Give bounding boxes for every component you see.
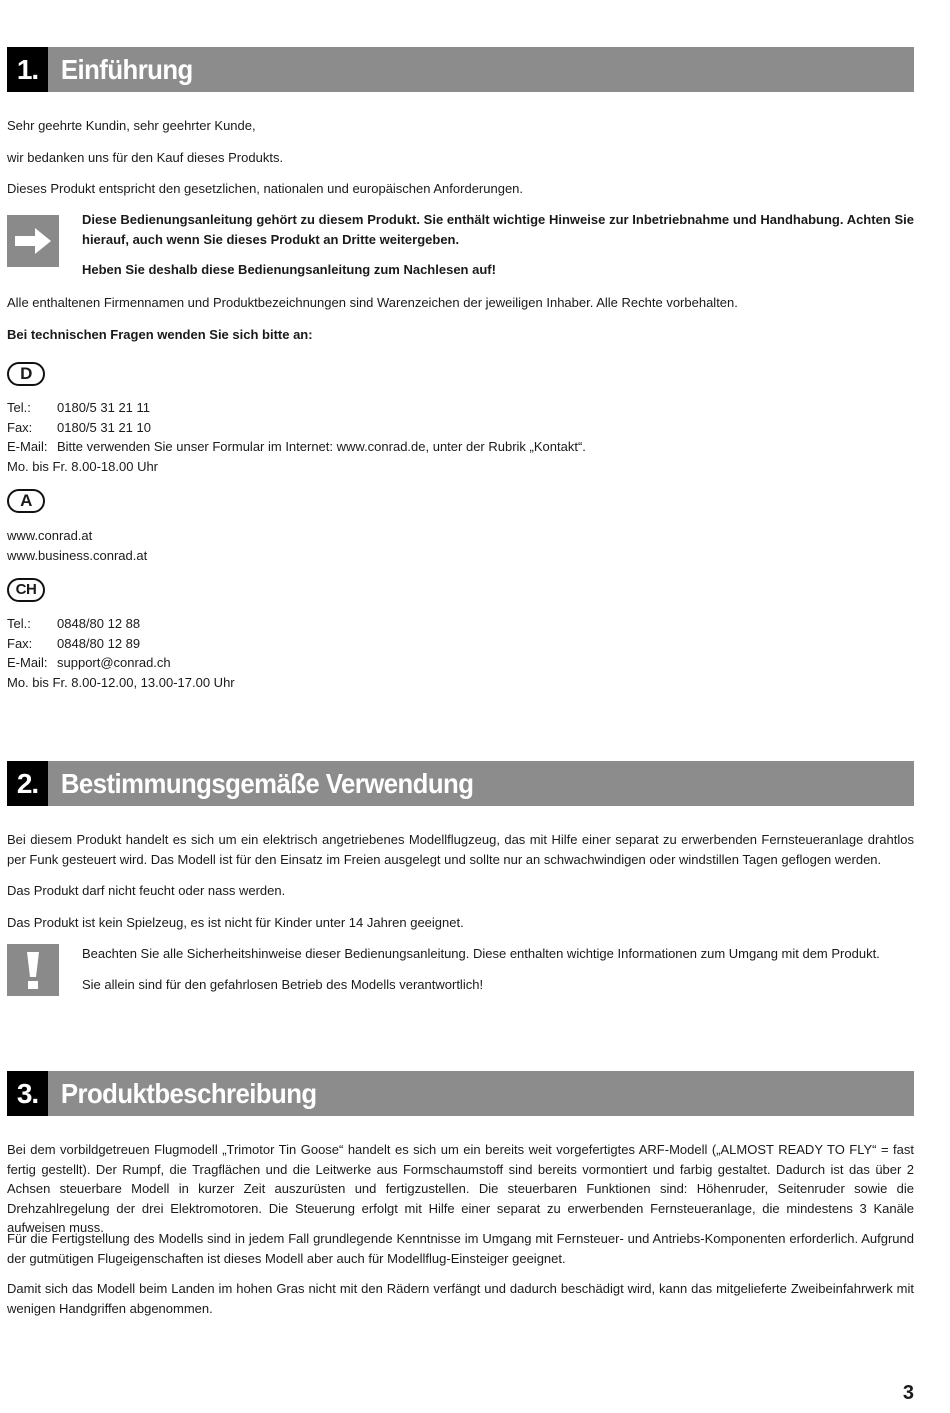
contact-row — [7, 614, 914, 634]
office-hours: Mo. bis Fr. 8.00-18.00 Uhr — [7, 458, 159, 474]
contact-ch — [7, 614, 914, 692]
section-title: Bestimmungsgemäße Verwendung — [60, 767, 474, 799]
note-line-1: Diese Bedienungsanleitung gehört zu diesem Produkt. Sie enthält wichtige Hinweise zur Inbetriebnahme und Handhabung. Achten Sie hierauf, auch wenn Sie dieses Produkt an Dritte weitergeben. — [82, 212, 914, 247]
fax-label: Fax: — [7, 419, 33, 435]
description-paragraph-1: Bei dem vorbildgetreuen Flugmodell „Trimotor Tin Goose“ handelt es sich um ein bereits weit vorgefertigtes ARF-Modell („ALMOST READY TO FLY“ = fast fertig gestellt). Der Rumpf, die Tragflächen und die Leitwerke aus Formschaumstoff sind bereits vormontiert und farbig gestaltet. Dadurch ist das über 2 Achsen steuerbare Modell in kurzer Zeit auszurüsten und fertigzustellen. Die steuerbaren Funktionen sind: Höhenruder, Seitenruder sowie die Drehzahlregelung der drei Elektromotoren. Die Steuerung erfolgt mit Hilfe einer separat zu erwerbenden Fernsteueranlage, die mindestens 3 Kanäle aufweisen muss. — [7, 1142, 914, 1235]
section-3-header — [7, 1071, 914, 1116]
website-link[interactable]: www.conrad.at — [7, 528, 93, 543]
trademark-text: Alle enthaltenen Firmennamen und Produktbezeichnungen sind Warenzeichen der jeweiligen Inhaber. Alle Rechte vorbehalten. — [7, 295, 738, 310]
usage-paragraph-3: Das Produkt ist kein Spielzeug, es ist nicht für Kinder unter 14 Jahren geeignet. — [7, 915, 464, 930]
page-number: 3 — [902, 1382, 914, 1404]
contact-heading: Bei technischen Fragen wenden Sie sich bitte an: — [7, 327, 313, 342]
section-number: 3. — [7, 1071, 48, 1116]
section-2-header — [7, 761, 914, 806]
contact-row — [7, 526, 914, 546]
usage-paragraph-2: Das Produkt darf nicht feucht oder nass werden. — [7, 883, 286, 898]
note-line-2: Heben Sie deshalb diese Bedienungsanleitung zum Nachlesen auf! — [82, 262, 496, 277]
fax-value: 0848/80 12 89 — [57, 635, 141, 651]
section-number: 1. — [7, 47, 48, 92]
arrow-right-icon — [7, 215, 59, 267]
website-link[interactable]: www.business.conrad.at — [7, 547, 148, 563]
description-paragraph-2: Für die Fertigstellung des Modells sind in jedem Fall grundlegende Kenntnisse im Umgang mit Fernsteuer- und Antriebs-Komponenten erforderlich. Aufgrund der gutmütigen Flugeigenschaften ist dieses Modell aber auch für Modellflug-Einsteiger geeignet. — [7, 1231, 914, 1266]
tel-label: Tel.: — [7, 400, 31, 415]
fax-value: 0180/5 31 21 10 — [57, 419, 151, 435]
thanks-text: wir bedanken uns für den Kauf dieses Produkts. — [7, 150, 284, 165]
manual-note — [82, 210, 914, 280]
note-line-1: Beachten Sie alle Sicherheitshinweise dieser Bedienungsanleitung. Diese enthalten wichtige Informationen zum Umgang mit dem Produkt. — [82, 946, 880, 961]
greeting: Sehr geehrte Kundin, sehr geehrter Kunde, — [7, 118, 256, 133]
contact-row — [7, 457, 914, 477]
section-title: Produktbeschreibung — [60, 1077, 317, 1109]
country-badge-ch: CH — [7, 578, 45, 602]
contact-row — [7, 653, 914, 673]
tel-value: 0848/80 12 88 — [57, 616, 141, 631]
usage-paragraph-1: Bei diesem Produkt handelt es sich um ein elektrisch angetriebenes Modellflugzeug, das mit Hilfe einer separat zu erwerbenden Fernsteueranlage drahtlos per Funk gesteuert wird. Das Modell ist für den Einsatz im Freien ausgelegt und sollte nur an schwachwindigen oder windstillen Tagen geflogen werden. — [7, 832, 914, 867]
section-number: 2. — [7, 761, 48, 806]
section-1-header — [7, 47, 914, 92]
office-hours: Mo. bis Fr. 8.00-12.00, 13.00-17.00 Uhr — [7, 674, 235, 690]
contact-at — [7, 526, 914, 565]
email-label: E-Mail: — [7, 439, 48, 454]
description-paragraph-3: Damit sich das Modell beim Landen im hohen Gras nicht mit den Rädern verfängt und dadurch beschädigt wird, kann das mitgelieferte Zweibeinfahrwerk mit wenigen Handgriffen abgenommen. — [7, 1281, 914, 1316]
contact-row — [7, 437, 914, 457]
contact-row — [7, 418, 914, 438]
email-value: support@conrad.ch — [57, 655, 171, 670]
contact-row — [7, 398, 914, 418]
exclamation-icon — [7, 944, 59, 996]
contact-row — [7, 634, 914, 654]
tel-value: 0180/5 31 21 11 — [57, 400, 151, 415]
fax-label: Fax: — [7, 635, 33, 651]
contact-row — [7, 546, 914, 566]
email-label: E-Mail: — [7, 655, 48, 670]
manual-page — [7, 0, 914, 1413]
contact-row — [7, 673, 914, 693]
conformity-text: Dieses Produkt entspricht den gesetzlichen, nationalen und europäischen Anforderungen. — [7, 181, 524, 196]
country-badge-de: D — [7, 362, 45, 386]
contact-de — [7, 398, 914, 476]
tel-label: Tel.: — [7, 616, 31, 631]
country-badge-at: A — [7, 489, 45, 513]
section-title: Einführung — [60, 53, 193, 85]
note-line-2: Sie allein sind für den gefahrlosen Betrieb des Modells verantwortlich! — [82, 976, 484, 992]
safety-note — [82, 944, 914, 994]
email-value: Bitte verwenden Sie unser Formular im Internet: www.conrad.de, unter der Rubrik „Kontakt“. — [57, 439, 586, 454]
